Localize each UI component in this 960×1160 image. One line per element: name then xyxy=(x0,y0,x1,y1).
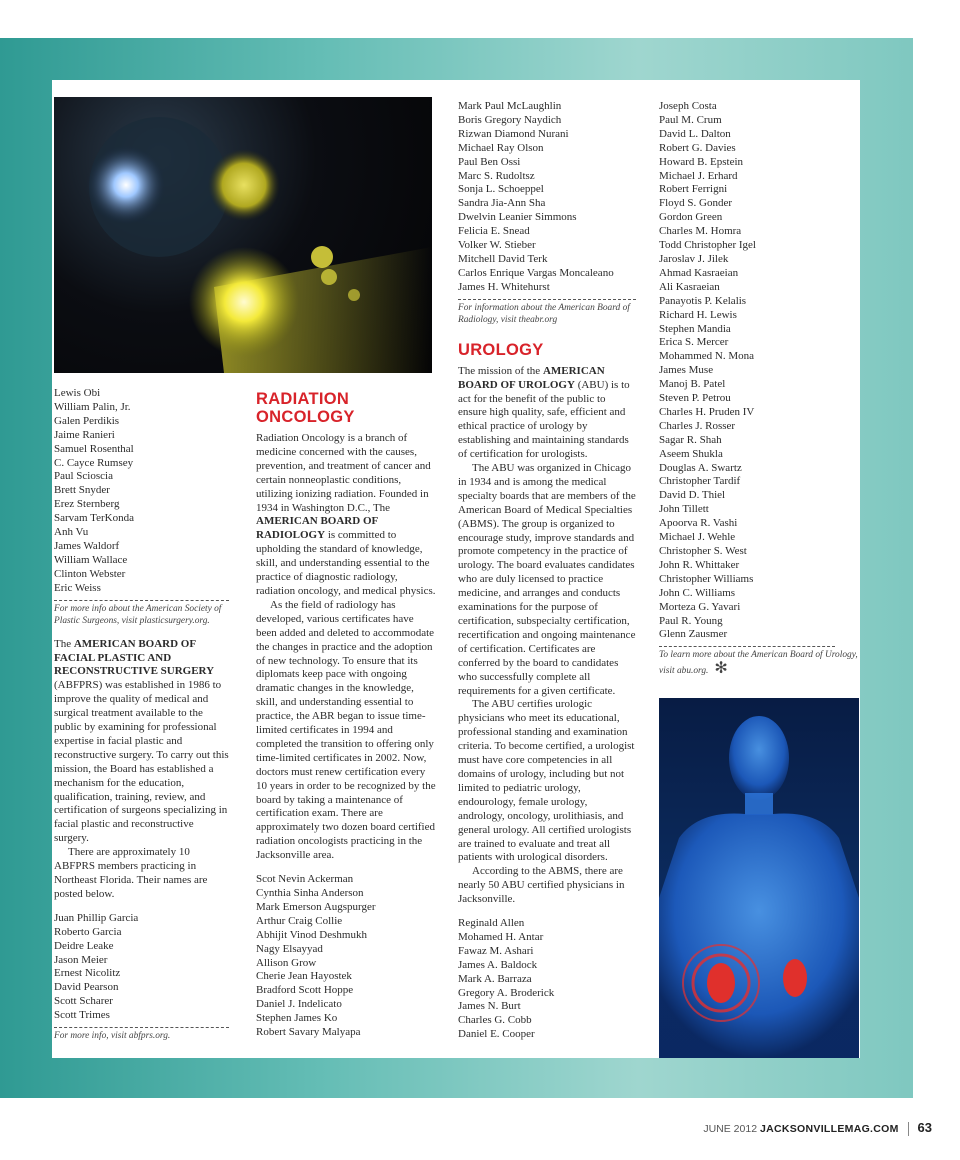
radiation-light-illustration xyxy=(54,97,432,373)
list-item: C. Cayce Rumsey xyxy=(54,456,134,469)
list-item: Mark Emerson Augspurger xyxy=(256,900,376,913)
list-item: Paul M. Crum xyxy=(659,113,722,126)
list-item: Jaroslav J. Jilek xyxy=(659,252,729,265)
list-item: Michael Ray Olson xyxy=(458,141,544,154)
list-item: Boris Gregory Naydich xyxy=(458,113,562,126)
list-item: Jason Meier xyxy=(54,953,108,966)
list-item: Bradford Scott Hoppe xyxy=(256,984,354,997)
list-item: Juan Phillip Garcia xyxy=(54,911,139,924)
list-item: Samuel Rosenthal xyxy=(54,442,134,455)
list-item: James A. Baldock xyxy=(458,958,538,971)
list-item: Roberto Garcia xyxy=(54,925,122,938)
list-item: Michael J. Wehle xyxy=(659,531,736,544)
list-item: Jaime Ranieri xyxy=(54,428,115,441)
text-run: The mission of the xyxy=(458,364,543,377)
list-item: Christopher S. West xyxy=(659,545,747,557)
list-item: Mohamed H. Antar xyxy=(458,930,544,943)
list-item: Howard B. Epstein xyxy=(659,155,744,168)
list-item: Clinton Webster xyxy=(54,567,126,580)
list-item: Sarvam TerKonda xyxy=(54,512,134,525)
footer-divider xyxy=(908,1122,909,1136)
page-footer xyxy=(703,1120,932,1136)
list-item: Dwelvin Leanier Simmons xyxy=(458,211,577,224)
radiation-oncology-heading xyxy=(256,390,436,426)
column-1 xyxy=(54,387,229,1043)
list-item: Scott Trimes xyxy=(54,1009,110,1022)
list-item: Michael J. Erhard xyxy=(659,169,738,182)
list-item: Paul Ben Ossi xyxy=(458,155,521,168)
text-run: is committed to upholding the standard of knowledge, skill, and understanding essential to the practice of diagnostic radiology, radiation oncology, and medical physics. xyxy=(256,529,436,597)
urology-paragraph: According to the ABMS, there are nearly 50 ABU certified physicians in Jacksonville. xyxy=(458,865,625,906)
list-item: Apoorva R. Vashi xyxy=(659,517,738,530)
list-item: Morteza G. Yavari xyxy=(659,600,741,613)
list-item: Mark Paul McLaughlin xyxy=(458,100,562,112)
issue-date: JUNE 2012 xyxy=(703,1123,758,1135)
list-item: Gregory A. Broderick xyxy=(458,986,555,999)
list-item: Robert G. Davies xyxy=(659,141,736,154)
text-run: (ABFPRS) was established in 1986 to improve the quality of medical and surgical treatment available to the public by examining for professional expertise in facial plastic and reconstructive surgery. To carry out this mission, the Board has established a mechanism for the education, qualification, training, review, and certification of surgeons specializing in facial plastic and reconstructive surgery. xyxy=(54,679,229,845)
list-item: Erica S. Mercer xyxy=(659,336,729,349)
list-item: Sagar R. Shah xyxy=(659,433,722,446)
list-item: Galen Perdikis xyxy=(54,414,120,427)
list-item: Charles H. Pruden IV xyxy=(659,405,755,418)
list-item: Brett Snyder xyxy=(54,484,110,497)
list-item: Cynthia Sinha Anderson xyxy=(256,887,364,899)
list-item: Volker W. Stieber xyxy=(458,239,536,252)
urology-paragraph: The ABU was organized in Chicago in 1934 and is among the medical specialty boards that are members of the American Board of Medical Specialties (ABMS). The group is organized to encourage study, improve standards and promote competency in the practice of urology. The board evaluates candidates who are duly licensed to practice medicine, and arranges and conducts examinations for the purpose of certification, subspecialty certification, recertification and ongoing maintenance of certification. Certificates are conferred by the board to candidates who successfully complete all requirements for a given certificate. xyxy=(458,462,636,697)
radiation-oncologist-list xyxy=(256,873,436,1040)
urologist-list-continued xyxy=(659,100,859,642)
list-item: Paul R. Young xyxy=(659,614,723,627)
list-item: Glenn Zausmer xyxy=(659,628,728,641)
list-item: Douglas A. Swartz xyxy=(659,461,742,474)
list-item: Panayotis P. Kelalis xyxy=(659,294,747,307)
list-item: Charles G. Cobb xyxy=(458,1014,532,1027)
urology-article xyxy=(458,365,636,907)
list-item: James H. Whitehurst xyxy=(458,280,550,293)
magazine-url: JACKSONVILLEMAG.COM xyxy=(759,1123,899,1135)
list-item: Manoj B. Patel xyxy=(659,378,726,391)
abfprs-paragraph xyxy=(54,638,229,847)
board-name: AMERICAN BOARD OF FACIAL PLASTIC AND RECONSTRUCTIVE SURGERY xyxy=(54,637,215,678)
list-item: Daniel J. Indelicato xyxy=(256,998,342,1011)
list-item: Ahmad Kasraeian xyxy=(659,266,739,279)
asps-member-list xyxy=(54,387,229,596)
list-item: William Palin, Jr. xyxy=(54,400,131,413)
list-item: Mohammed N. Mona xyxy=(659,350,755,363)
list-item: Mitchell David Terk xyxy=(458,252,548,265)
abu-info-note xyxy=(659,649,859,677)
divider xyxy=(659,646,835,647)
list-item: Richard H. Lewis xyxy=(659,308,737,321)
list-item: John C. Williams xyxy=(659,586,736,599)
list-item: Gordon Green xyxy=(659,211,723,224)
list-item: John R. Whittaker xyxy=(659,558,740,571)
list-item: Paul Scioscia xyxy=(54,470,113,483)
column-3 xyxy=(458,100,636,1042)
list-item: Rizwan Diamond Nurani xyxy=(458,127,569,140)
list-item: John Tillett xyxy=(659,503,709,516)
list-item: Christopher Williams xyxy=(659,572,754,585)
list-item: Cherie Jean Hayostek xyxy=(256,970,352,983)
list-item: Scot Nevin Ackerman xyxy=(256,873,354,886)
text-run: Radiation Oncology is a branch of medicine concerned with the causes, prevention, and treatment of cancer and certain nonneoplastic conditions, utilizing ionizing radiation. Founded in 1934 in Washington D.C., The xyxy=(256,432,431,514)
urology-paragraph xyxy=(458,365,636,462)
kidney-anatomy-photo xyxy=(659,698,859,1058)
list-item: Robert Ferrigni xyxy=(659,183,728,196)
list-item: Charles J. Rosser xyxy=(659,419,736,432)
list-item: Ernest Nicolitz xyxy=(54,967,121,980)
list-item: Stephen Mandia xyxy=(659,322,731,335)
board-name: AMERICAN BOARD OF UROLOGY xyxy=(458,364,605,391)
abfprs-article xyxy=(54,638,229,902)
heading-line: ONCOLOGY xyxy=(256,408,355,426)
divider xyxy=(458,299,636,300)
list-item: Eric Weiss xyxy=(54,581,101,594)
list-item: Marc S. Rudoltsz xyxy=(458,169,535,182)
list-item: Sonja L. Schoeppel xyxy=(458,183,544,196)
list-item: Arthur Craig Collie xyxy=(256,914,343,927)
column-2 xyxy=(256,390,436,1040)
list-item: Charles M. Homra xyxy=(659,225,742,238)
kidney-illustration xyxy=(659,698,859,1058)
text-run: The xyxy=(54,637,74,650)
list-item: Nagy Elsayyad xyxy=(256,942,323,955)
page-number: 63 xyxy=(917,1120,932,1135)
list-item: Aseem Shukla xyxy=(659,447,723,460)
list-item: Mark A. Barraza xyxy=(458,972,532,985)
list-item: Stephen James Ko xyxy=(256,1012,338,1025)
list-item: Fawaz M. Ashari xyxy=(458,944,534,957)
asps-info-note: For more info about the American Society of Plastic Surgeons, visit plasticsurgery.org. xyxy=(54,603,222,627)
radiation-paragraph xyxy=(256,432,436,599)
abfprs-member-list xyxy=(54,912,229,1023)
divider xyxy=(54,600,229,601)
list-item: Todd Christopher Igel xyxy=(659,239,756,252)
list-item: Erez Sternberg xyxy=(54,498,120,511)
list-item: Reginald Allen xyxy=(458,917,525,930)
divider xyxy=(54,1027,229,1028)
list-item: Allison Grow xyxy=(256,956,317,969)
column-4 xyxy=(659,100,859,677)
list-item: David Pearson xyxy=(54,981,119,994)
list-item: Anh Vu xyxy=(54,526,89,539)
list-item: Floyd S. Gonder xyxy=(659,197,733,210)
list-item: James Waldorf xyxy=(54,539,120,552)
list-item: Steven P. Petrou xyxy=(659,392,731,405)
board-name: AMERICAN BOARD OF RADIOLOGY xyxy=(256,515,378,542)
urologist-list xyxy=(458,917,636,1042)
end-mark-icon: ✻ xyxy=(714,657,728,677)
list-item: Felicia E. Snead xyxy=(458,225,530,238)
list-item: David L. Dalton xyxy=(659,127,731,140)
list-item: Carlos Enrique Vargas Moncaleano xyxy=(458,266,614,279)
abr-info-note: For information about the American Board of Radiology, visit theabr.org xyxy=(458,302,630,326)
list-item: Deidre Leake xyxy=(54,939,114,952)
list-item: Daniel E. Cooper xyxy=(458,1028,535,1041)
urology-heading: UROLOGY xyxy=(458,340,544,359)
list-item: Ali Kasraeian xyxy=(659,280,720,293)
list-item: Joseph Costa xyxy=(659,100,717,112)
note-text: To learn more about the American Board of Urology, visit abu.org. xyxy=(659,650,858,676)
abfprs-members-paragraph: There are approximately 10 ABFPRS members practicing in Northeast Florida. Their names are posted below. xyxy=(54,846,208,900)
list-item: Sandra Jia-Ann Sha xyxy=(458,197,546,210)
list-item: David D. Thiel xyxy=(659,489,726,502)
text-run: (ABU) is to act for the benefit of the public to ensure high quality, safe, efficient and ethical practice of urology by establishing and maintaining standards of certification for urologists. xyxy=(458,378,630,461)
list-item: Abhijit Vinod Deshmukh xyxy=(256,928,367,941)
list-item: Christopher Tardif xyxy=(659,475,741,488)
radiation-oncology-article xyxy=(256,432,436,863)
abfprs-info-note: For more info, visit abfprs.org. xyxy=(54,1031,171,1042)
radiation-paragraph: As the field of radiology has developed, various certificates have been added and deleted to accommodate the changes in practice and the adoption of new technology. To ensure that its diplomats keep pace with ongoing dramatic changes in the knowledge, skill, and understanding essential to practice, the ABR began to issue time-limited certificates in 1994 and completed the transition to offering only time-limited certificates in 2002. Now, doctors must renew certification every 10 years in order to be recognized by the board by taking a maintenance of certification exam. There are approximately two dozen board certified radiation oncologists practicing in the Jacksonville area. xyxy=(256,598,436,862)
list-item: Scott Scharer xyxy=(54,995,113,1008)
list-item: Lewis Obi xyxy=(54,387,101,399)
radiation-oncologist-list-continued xyxy=(458,100,636,295)
list-item: William Wallace xyxy=(54,553,128,566)
urology-paragraph: The ABU certifies urologic physicians who meet its educational, professional standing and examination criteria. To become certified, a urologist must have core competencies in all domains of urology, including but not limited to pediatric urology, endourology, female urology, andrology, oncology, urolithiasis, and general urology. All certified urologists are trained to evaluate and treat all patients with urological disorders. xyxy=(458,698,635,864)
list-item: James N. Burt xyxy=(458,1000,521,1013)
radiation-light-photo xyxy=(54,97,432,373)
list-item: James Muse xyxy=(659,364,714,377)
heading-line: RADIATION xyxy=(256,390,350,408)
list-item: Robert Savary Malyapa xyxy=(256,1026,361,1039)
